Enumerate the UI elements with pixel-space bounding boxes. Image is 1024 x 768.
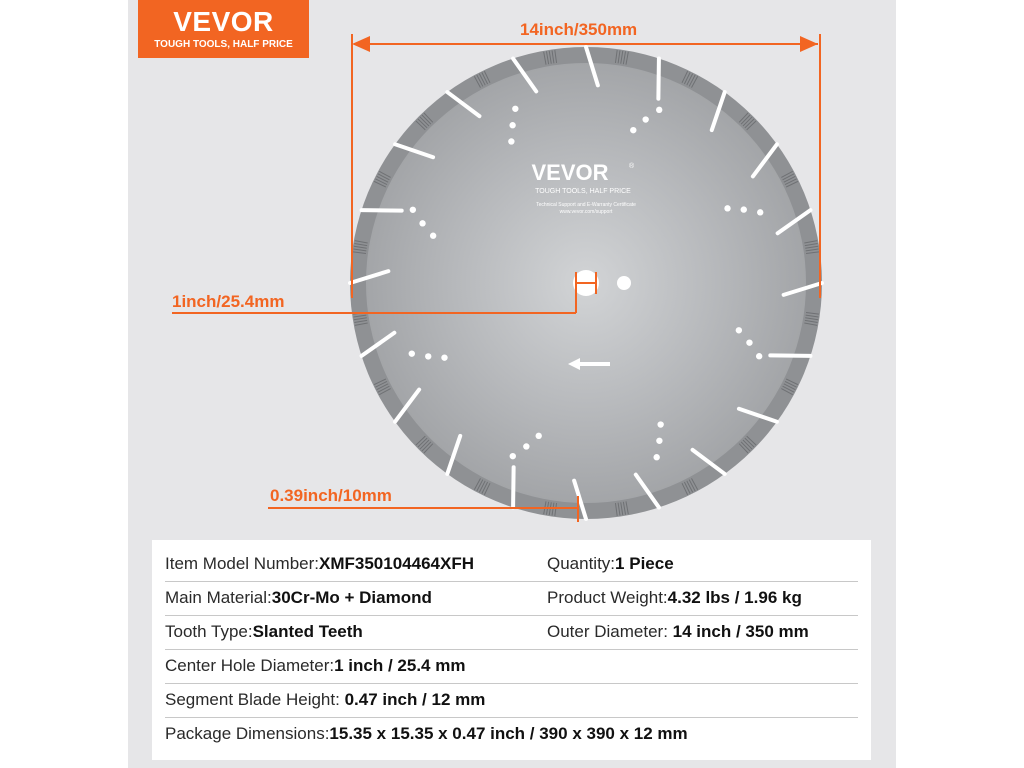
gullet-slot [513, 467, 514, 507]
spec-key: Center Hole Diameter: [165, 656, 335, 675]
blade-brand: VEVOR [531, 160, 609, 185]
spec-row [165, 650, 858, 684]
outer-diameter-label: 14inch/350mm [520, 20, 638, 39]
cooling-hole [523, 443, 529, 449]
spec-outer-diameter [547, 622, 809, 642]
spec-row [165, 616, 858, 650]
cooling-hole [757, 209, 763, 215]
spec-value: XMF350104464XFH [319, 554, 474, 573]
cooling-hole [746, 339, 752, 345]
gullet-slot [658, 59, 659, 99]
spec-key: Item Model Number: [165, 554, 319, 573]
cooling-hole [657, 421, 663, 427]
pin-hole [617, 276, 631, 290]
spec-tooth-type [165, 622, 363, 642]
cooling-hole [508, 138, 514, 144]
spec-key: Tooth Type: [165, 622, 253, 641]
cooling-hole [441, 354, 447, 360]
cooling-hole [630, 127, 636, 133]
spec-material [165, 588, 432, 608]
cooling-hole [510, 453, 516, 459]
spec-center-hole [165, 656, 465, 676]
spec-value: 1 Piece [615, 554, 674, 573]
spec-row [165, 718, 858, 751]
cooling-hole [642, 116, 648, 122]
logo-tagline: TOUGH TOOLS, HALF PRICE [154, 39, 293, 50]
blade-registered-mark: ® [629, 163, 635, 170]
spec-value: 0.47 inch / 12 mm [344, 690, 486, 709]
cooling-hole [410, 207, 416, 213]
cooling-hole [409, 350, 415, 356]
logo-brand: VEVOR [173, 6, 274, 37]
cooling-hole [724, 205, 730, 211]
cooling-hole [656, 107, 662, 113]
gullet-slot [770, 355, 810, 356]
spec-model [165, 554, 474, 574]
spec-key: Package Dimensions: [165, 724, 330, 743]
spec-key: Outer Diameter: [547, 622, 668, 641]
spec-key: Quantity: [547, 554, 616, 573]
cooling-hole [656, 438, 662, 444]
gullet-slot [362, 210, 402, 211]
spec-key: Main Material: [165, 588, 272, 607]
cooling-hole [653, 454, 659, 460]
blade-print-line1: Technical Support and E-Warranty Certificate [536, 202, 636, 208]
spec-segment-height [165, 690, 485, 710]
bore-diameter-label: 1inch/25.4mm [172, 292, 285, 311]
spec-value: Slanted Teeth [252, 622, 363, 641]
cooling-hole [536, 433, 542, 439]
spec-value: 4.32 lbs / 1.96 kg [667, 588, 802, 607]
spec-key: Product Weight: [547, 588, 668, 607]
spec-value: 15.35 x 15.35 x 0.47 inch / 390 x 390 x 12 mm [329, 724, 688, 743]
cooling-hole [512, 106, 518, 112]
cooling-hole [425, 353, 431, 359]
spec-value: 14 inch / 350 mm [672, 622, 809, 641]
spec-package [165, 724, 688, 744]
cooling-hole [419, 220, 425, 226]
cooling-hole [741, 206, 747, 212]
spec-quantity [547, 554, 674, 574]
spec-key: Segment Blade Height: [165, 690, 340, 709]
cooling-hole [509, 122, 515, 128]
spec-row [165, 548, 858, 582]
spec-weight [547, 588, 802, 608]
spec-value: 1 inch / 25.4 mm [334, 656, 466, 675]
cooling-hole [430, 233, 436, 239]
segment-height-label: 0.39inch/10mm [270, 486, 392, 505]
blade-print-line2: www.vevor.com/support [559, 209, 613, 215]
spec-row [165, 684, 858, 718]
cooling-hole [736, 327, 742, 333]
saw-blade-diagram [128, 0, 896, 540]
spec-table [152, 540, 871, 760]
spec-value: 30Cr-Mo + Diamond [271, 588, 432, 607]
spec-row [165, 582, 858, 616]
product-image [128, 0, 896, 768]
blade-tagline: TOUGH TOOLS, HALF PRICE [535, 188, 631, 195]
cooling-hole [756, 353, 762, 359]
